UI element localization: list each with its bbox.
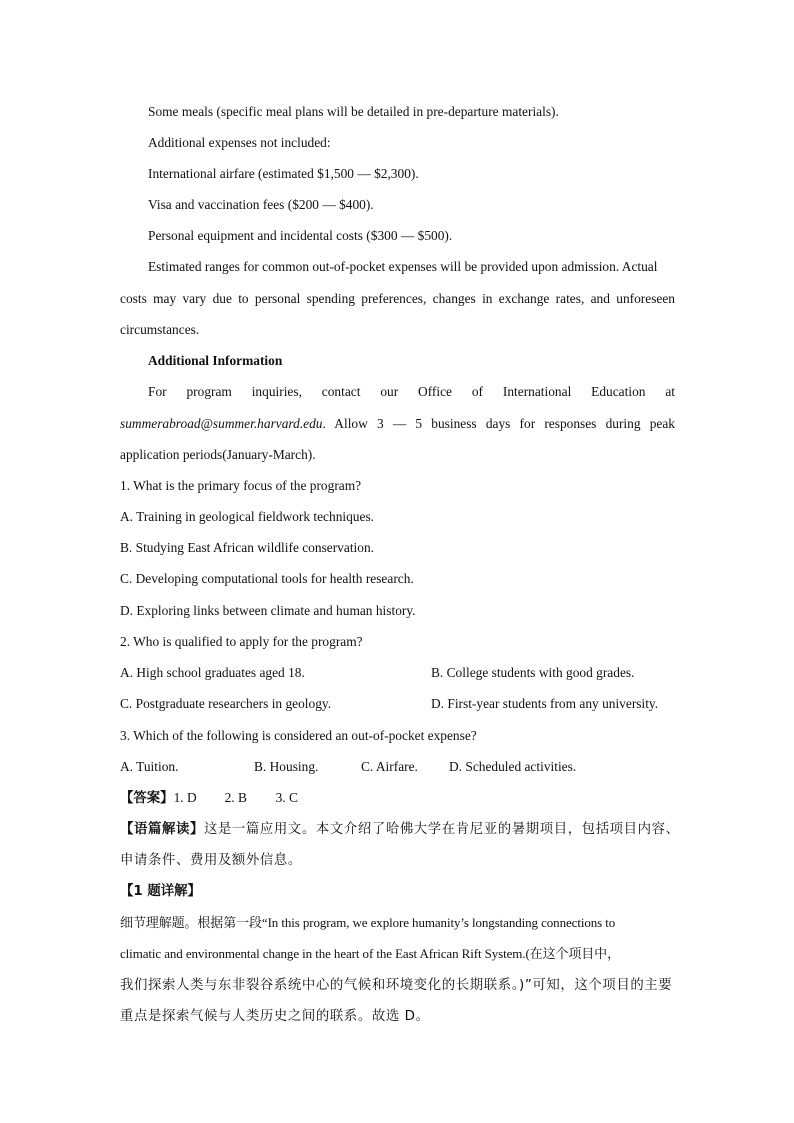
info-line-1: For program inquiries, contact our Office of International Education at — [148, 384, 675, 399]
answer-line — [120, 789, 675, 808]
info-line-2 — [120, 415, 675, 433]
answer-3: 3. C — [275, 790, 298, 805]
answer-2: 2. B — [224, 790, 247, 805]
question-1-option-a: A. Training in geological fieldwork techniques. — [120, 509, 375, 524]
detail-line-2: climatic and environmental change in the heart of the East African Rift System.(在这个项目中， — [120, 946, 620, 961]
question-3-stem: 3. Which of the following is considered an out-of-pocket expense? — [120, 728, 477, 743]
additional-information-heading: Additional Information — [148, 353, 283, 368]
question-1-option-d: D. Exploring links between climate and human history. — [120, 603, 416, 618]
question-1-stem: 1. What is the primary focus of the program? — [120, 478, 362, 493]
question-3-option-d: D. Scheduled activities. — [449, 759, 577, 774]
contact-email[interactable]: summerabroad@summer.harvard.edu — [120, 416, 323, 431]
detail-line-3: 我们探索人类与东非裂谷系统中心的气候和环境变化的长期联系。)”可知，这个项目的主要 — [120, 978, 673, 993]
detail-line-1: 细节理解题。根据第一段“In this program, we explore humanity’s longstanding connections to — [120, 915, 616, 930]
analysis-line-2: 申请条件、费用及额外信息。 — [120, 853, 302, 868]
info-line-2-rest: . Allow 3 — 5 business days for responses during peak — [322, 416, 675, 431]
personal-costs-line: Personal equipment and incidental costs ($300 — $500). — [148, 228, 453, 243]
question-1-option-c: C. Developing computational tools for health research. — [120, 571, 414, 586]
detail-label: 【1 题详解】 — [120, 884, 201, 899]
question-2-stem: 2. Who is qualified to apply for the program? — [120, 634, 363, 649]
additional-expenses-heading: Additional expenses not included: — [148, 135, 331, 150]
question-3-option-a: A. Tuition. — [120, 759, 179, 774]
visa-line: Visa and vaccination fees ($200 — $400). — [148, 197, 374, 212]
question-2-option-b: B. College students with good grades. — [431, 665, 635, 680]
question-2-option-d: D. First-year students from any university. — [431, 696, 659, 711]
detail-line-4: 重点是探索气候与人类历史之间的联系。故选 D。 — [120, 1009, 430, 1024]
question-3-option-b: B. Housing. — [254, 759, 319, 774]
answer-label: 【答案】 — [120, 791, 174, 806]
analysis-text-1: 这是一篇应用文。本文介绍了哈佛大学在肯尼亚的暑期项目，包括项目内容、 — [203, 822, 680, 837]
answer-1: 1. D — [173, 790, 197, 805]
meals-line: Some meals (specific meal plans will be detailed in pre-departure materials). — [148, 104, 559, 119]
estimate-paragraph-line-2: costs may vary due to personal spending preferences, changes in exchange rates, and unforeseen — [120, 291, 675, 306]
question-2-option-a: A. High school graduates aged 18. — [120, 665, 305, 680]
airfare-line: International airfare (estimated $1,500 — $2,300). — [148, 166, 419, 181]
question-2-option-c: C. Postgraduate researchers in geology. — [120, 696, 332, 711]
question-3-option-c: C. Airfare. — [361, 759, 418, 774]
analysis-label: 【语篇解读】 — [120, 822, 204, 837]
question-1-option-b: B. Studying East African wildlife conservation. — [120, 540, 375, 555]
estimate-paragraph-line-3: circumstances. — [120, 322, 200, 337]
estimate-paragraph-line-1: Estimated ranges for common out-of-pocket expenses will be provided upon admission. Actual — [148, 259, 658, 274]
question-3-options — [120, 758, 675, 776]
analysis-line-1 — [120, 821, 680, 839]
info-line-3: application periods(January-March). — [120, 447, 316, 462]
